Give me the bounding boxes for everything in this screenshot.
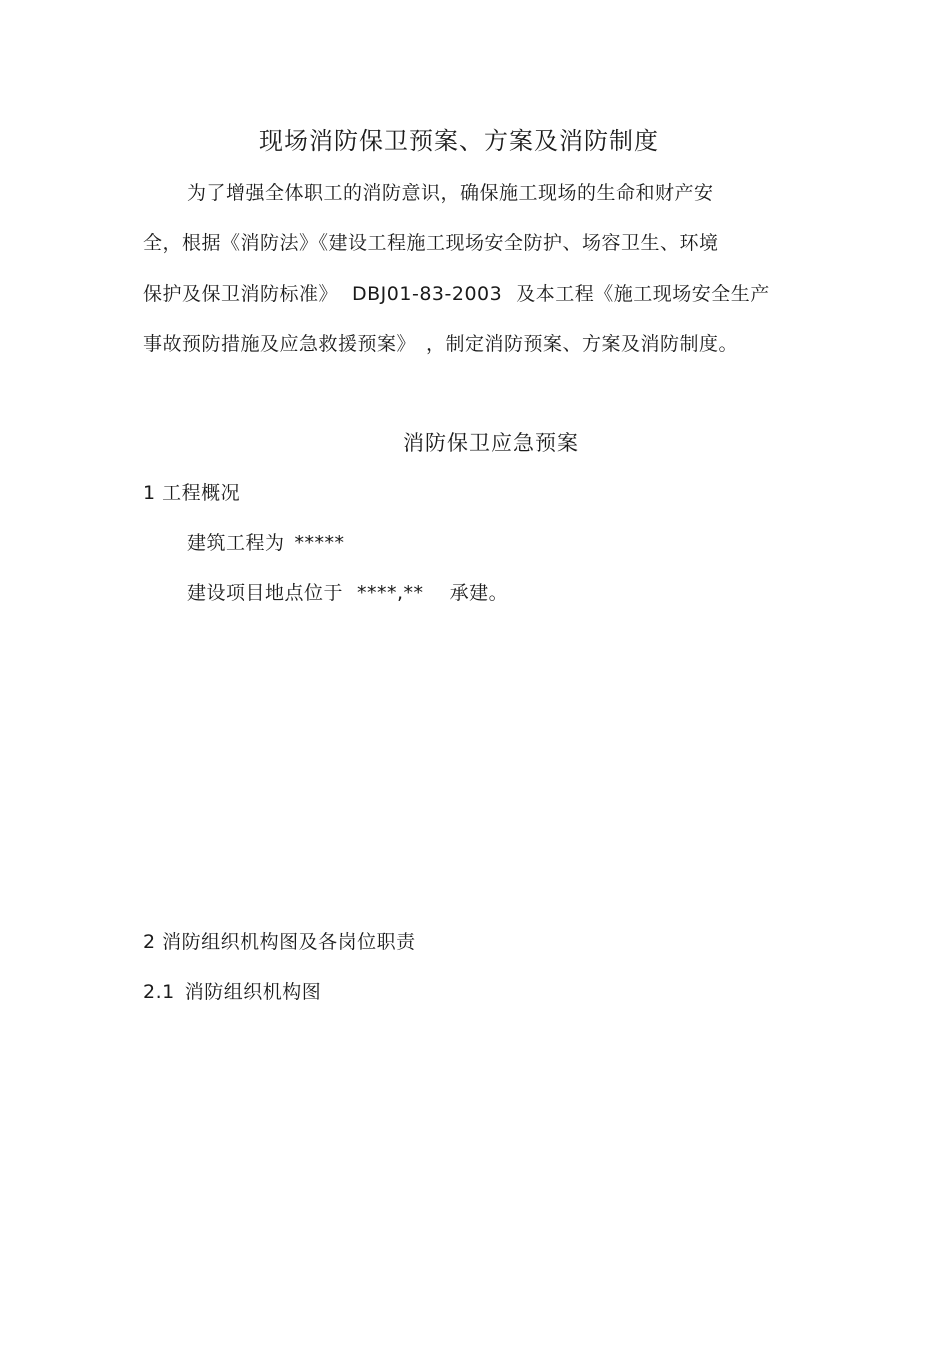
intro-line-1-text: 为了增强全体职工的消防意识，确保施工现场的生命和财产安 bbox=[187, 182, 714, 204]
project-location-value: ****,** bbox=[357, 582, 424, 604]
intro-line-4-part-b: ，制定消防预案、方案及消防制度。 bbox=[426, 333, 739, 355]
standard-code: DBJ01-83-2003 bbox=[352, 283, 503, 305]
intro-line-2-text: 全，根据《消防法》《建设工程施工现场安全防护、场容卫生、环境 bbox=[143, 232, 719, 254]
section-2-heading: 2 消防组织机构图及各岗位职责 bbox=[143, 931, 416, 953]
project-name-line bbox=[187, 531, 345, 555]
intro-line-3 bbox=[143, 282, 770, 306]
intro-line-3-part-a: 保护及保卫消防标准》 bbox=[143, 283, 339, 305]
document-title: 现场消防保卫预案、方案及消防制度 bbox=[259, 127, 659, 155]
section-2-1-label: 消防组织机构图 bbox=[184, 981, 322, 1003]
intro-line-4 bbox=[143, 332, 738, 356]
intro-line-1 bbox=[187, 181, 714, 205]
section-2-1-heading bbox=[143, 980, 321, 1004]
section-2-1-number: 2.1 bbox=[143, 981, 175, 1003]
intro-line-3-part-c: 及本工程《施工现场安全生产 bbox=[516, 283, 770, 305]
intro-line-2 bbox=[143, 231, 719, 255]
section-1-heading: 1 工程概况 bbox=[143, 482, 241, 504]
project-contractor-text: 承建。 bbox=[449, 582, 509, 604]
project-name-label: 建筑工程为 bbox=[187, 532, 285, 554]
intro-line-4-part-a: 事故预防措施及应急救援预案》 bbox=[143, 333, 417, 355]
project-location-label: 建设项目地点位于 bbox=[187, 582, 344, 604]
project-name-value: ***** bbox=[294, 532, 345, 554]
section-title: 消防保卫应急预案 bbox=[403, 431, 579, 455]
project-location-line bbox=[187, 581, 508, 605]
